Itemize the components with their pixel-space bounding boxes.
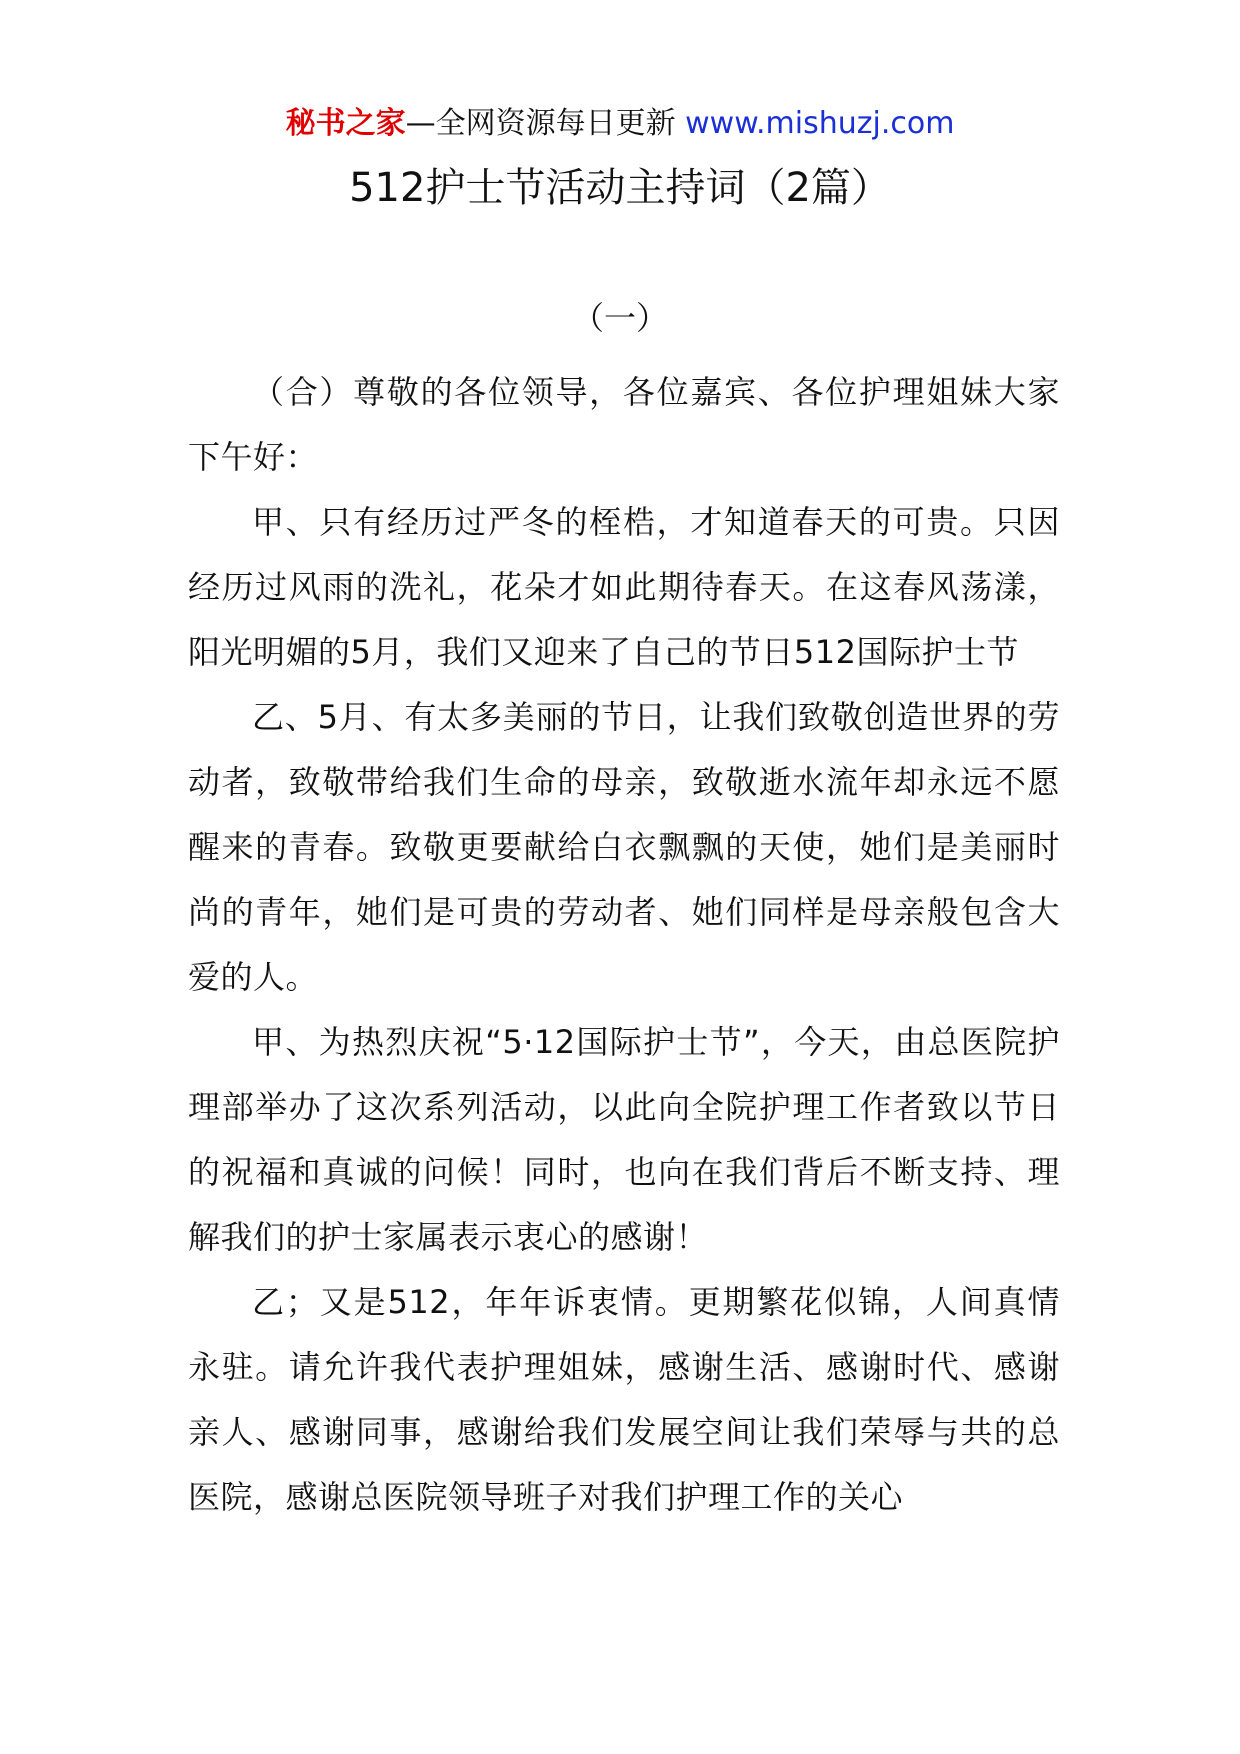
section-heading: （一） bbox=[571, 299, 668, 337]
site-header bbox=[0, 102, 1240, 146]
site-tagline: —全网资源每日更新 bbox=[405, 106, 676, 141]
paragraph-jia-2: 甲、为热烈庆祝“5·12国际护士节”，今天，由总医院护理部举办了这次系列活动，以此向全院护理工作者致以节日的祝福和真诚的问候！同时，也向在我们背后不断支持、理解我们的护士家属表示衷心的感谢！ bbox=[188, 1023, 1060, 1256]
paragraph-jia-1: 甲、只有经历过严冬的桎梏，才知道春天的可贵。只因经历过风雨的洗礼，花朵才如此期待春天。在这春风荡漾，阳光明媚的5月，我们又迎来了自己的节日512国际护士节 bbox=[188, 503, 1060, 671]
site-url-link[interactable]: www.mishuzj.com bbox=[685, 106, 955, 141]
paragraph-yi-2: 乙；又是512，年年诉衷情。更期繁花似锦，人间真情永驻。请允许我代表护理姐妹，感谢生活、感谢时代、感谢亲人、感谢同事，感谢给我们发展空间让我们荣辱与共的总医院，感谢总医院领导班子对我们护理工作的关心 bbox=[188, 1283, 1060, 1516]
site-name: 秘书之家 bbox=[285, 106, 406, 141]
paragraph-yi-1: 乙、5月、有太多美丽的节日，让我们致敬创造世界的劳动者，致敬带给我们生命的母亲，致敬逝水流年却永远不愿醒来的青春。致敬更要献给白衣飘飘的天使，她们是美丽时尚的青年，她们是可贵的劳动者、她们同样是母亲般包含大爱的人。 bbox=[188, 698, 1060, 996]
paragraph-greeting: （合）尊敬的各位领导，各位嘉宾、各位护理姐妹大家下午好： bbox=[188, 373, 1060, 476]
document-title: 512护士节活动主持词（2篇） bbox=[349, 165, 891, 211]
document-body bbox=[188, 360, 1060, 1530]
